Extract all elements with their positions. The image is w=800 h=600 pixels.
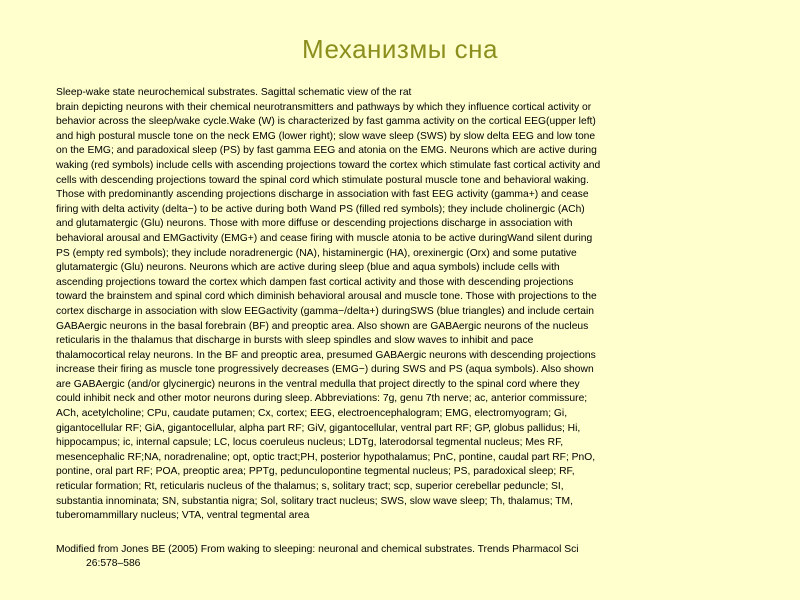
body-line: increase their firing as muscle tone progressively decreases (EMG−) during SWS and PS (aqua symbols). Also shown	[56, 364, 594, 376]
body-line: and glutamatergic (Glu) neurons. Those with more diffuse or descending projections discharge in association with	[56, 218, 573, 230]
body-line: behavioral arousal and EMGactivity (EMG+) and cease firing with muscle atonia to be active duringWand silent during	[56, 232, 593, 244]
body-line: pontine, oral part RF; POA, preoptic area; PPTg, pedunculopontine tegmental nucleus; PS, paradoxical sleep; RF,	[56, 466, 575, 478]
body-line: PS (empty red symbols); they include noradrenergic (NA), histaminergic (HA), orexinergic (Orx) and some putative	[56, 247, 577, 259]
body-line: glutamatergic (Glu) neurons. Neurons which are active during sleep (blue and aqua symbols) include cells with	[56, 262, 560, 274]
body-line: on the EMG; and paradoxical sleep (PS) by fast gamma EEG and atonia on the EMG. Neurons which are active during	[56, 145, 597, 157]
body-line: toward the brainstem and spinal cord which diminish behavioral arousal and muscle tone. Those with projections to the	[56, 291, 597, 303]
citation	[56, 543, 746, 570]
body-line: tuberomammillary nucleus; VTA, ventral tegmental area	[56, 510, 310, 522]
body-line: ascending projections toward the cortex which dampen fast cortical activity and those with descending projections	[56, 276, 574, 288]
body-line: are GABAergic (and/or glycinergic) neurons in the ventral medulla that project directly to the spinal cord where they	[56, 378, 580, 390]
body-line: could inhibit neck and other motor neurons during sleep. Abbreviations: 7g, genu 7th nerve; ac, anterior commissure;	[56, 393, 588, 405]
slide-title: Механизмы сна	[302, 34, 498, 64]
body-line: Those with predominantly ascending projections discharge in association with fast EEG activity (gamma+) and cease	[56, 189, 589, 201]
body-line: waking (red symbols) include cells with ascending projections toward the cortex which stimulate fast cortical activity and	[56, 159, 601, 171]
citation-line: Modified from Jones BE (2005) From waking to sleeping: neuronal and chemical substrates. Trends Pharmacol Sci	[56, 544, 579, 555]
body-line: hippocampus; ic, internal capsule; LC, locus coeruleus nucleus; LDTg, laterodorsal tegmental nucleus; Mes RF,	[56, 437, 564, 449]
body-line: mesencephalic RF;NA, noradrenaline; opt, optic tract;PH, posterior hypothalamus; PnC, pontine, caudal part RF; PnO,	[56, 451, 596, 463]
body-line: firing with delta activity (delta−) to be active during both Wand PS (filled red symbols); they include cholinergic (ACh)	[56, 203, 585, 215]
body-text	[56, 86, 706, 524]
body-line: cells with descending projections toward the spinal cord which stimulate postural muscle tone and behavioral waking.	[56, 174, 589, 186]
body-line: reticular formation; Rt, reticularis nucleus of the thalamus; s, solitary tract; scp, superior cerebellar peduncle; SI,	[56, 481, 564, 493]
body-line: substantia innominata; SN, substantia nigra; Sol, solitary tract nucleus; SWS, slow wave sleep; Th, thalamus; TM,	[56, 495, 573, 507]
body-line: GABAergic neurons in the basal forebrain (BF) and preoptic area. Also shown are GABAergic neurons of the nucleus	[56, 320, 589, 332]
body-line: ACh, acetylcholine; CPu, caudate putamen; Cx, cortex; EEG, electroencephalogram; EMG, electromyogram; Gi,	[56, 408, 568, 420]
body-line: brain depicting neurons with their chemical neurotransmitters and pathways by which they influence cortical activity or	[56, 101, 592, 113]
body-line: cortex discharge in association with slow EEGactivity (gamma−/delta+) duringSWS (blue triangles) and include certain	[56, 305, 594, 317]
body-line: gigantocellular RF; GiA, gigantocellular, alpha part RF; GiV, gigantocellular, ventral part RF; GP, globus pallidus; Hi,	[56, 422, 581, 434]
body-line: thalamocortical relay neurons. In the BF and preoptic area, presumed GABAergic neurons with descending projections	[56, 349, 596, 361]
body-line: Sleep-wake state neurochemical substrates. Sagittal schematic view of the rat	[56, 87, 412, 98]
body-line: behavior across the sleep/wake cycle.Wake (W) is characterized by fast gamma activity on the cortical EEG(upper left)	[56, 116, 596, 128]
body-line: reticularis in the thalamus that discharge in bursts with sleep spindles and slow waves to inhibit and pace	[56, 335, 534, 347]
body-line: and high postural muscle tone on the neck EMG (lower right); slow wave sleep (SWS) by slow delta EEG and low tone	[56, 130, 596, 142]
citation-pages: 26:578–586	[86, 557, 141, 569]
